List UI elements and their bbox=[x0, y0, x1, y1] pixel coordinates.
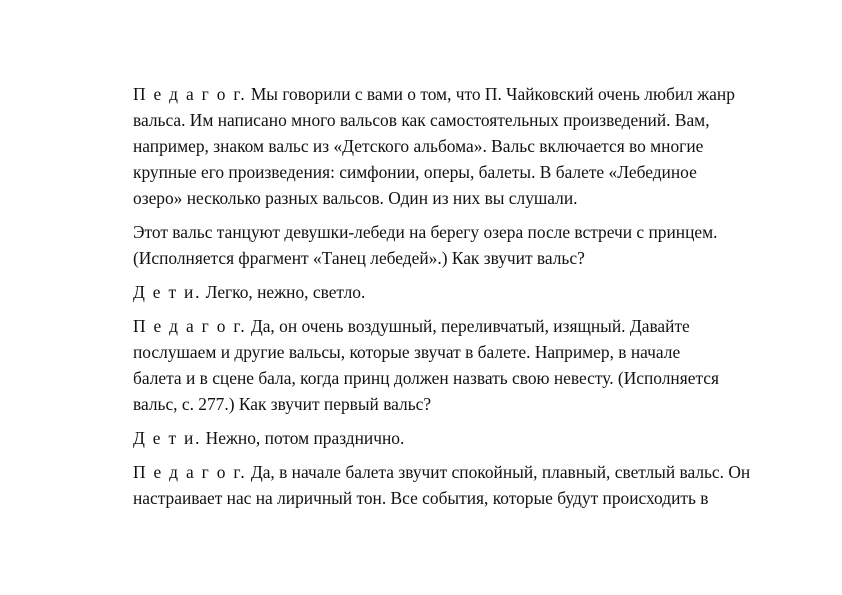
paragraph-line: озеро» несколько разных вальсов. Один из них вы слушали. bbox=[133, 188, 578, 208]
line-text: Да, в начале балета звучит спокойный, плавный, светлый вальс. Он bbox=[250, 462, 751, 482]
line-text: Мы говорили с вами о том, что П. Чайковский очень любил жанр bbox=[250, 84, 735, 104]
paragraph-line bbox=[133, 279, 753, 305]
paragraph-line bbox=[133, 313, 753, 339]
paragraph-3 bbox=[133, 279, 753, 305]
paragraph-2 bbox=[133, 219, 753, 271]
speaker-label: П е д а г о г. bbox=[133, 462, 247, 482]
paragraph-6 bbox=[133, 459, 753, 511]
paragraph-line: настраивает нас на лиричный тон. Все события, которые будут происходить в bbox=[133, 488, 709, 508]
document-text bbox=[133, 81, 753, 519]
paragraph-line bbox=[133, 459, 753, 485]
speaker-label: Д е т и. bbox=[133, 428, 202, 448]
paragraph-line: балета и в сцене бала, когда принц должен назвать свою невесту. (Исполняется bbox=[133, 368, 719, 388]
paragraph-line bbox=[133, 81, 753, 107]
paragraph-5 bbox=[133, 425, 753, 451]
speaker-label: П е д а г о г. bbox=[133, 84, 247, 104]
speaker-label: П е д а г о г. bbox=[133, 316, 247, 336]
paragraph-1 bbox=[133, 81, 753, 211]
paragraph-line bbox=[133, 425, 753, 451]
line-text: Нежно, потом празднично. bbox=[205, 428, 405, 448]
paragraph-line: например, знаком вальс из «Детского альбома». Вальс включается во многие bbox=[133, 136, 704, 156]
paragraph-line: крупные его произведения: симфонии, оперы, балеты. В балете «Лебединое bbox=[133, 162, 697, 182]
paragraph-line: послушаем и другие вальсы, которые звучат в балете. Например, в начале bbox=[133, 342, 681, 362]
paragraph-line: вальс, с. 277.) Как звучит первый вальс? bbox=[133, 394, 432, 414]
paragraph-4 bbox=[133, 313, 753, 417]
paragraph-line: Этот вальс танцуют девушки-лебеди на берегу озера после встречи с принцем. bbox=[133, 222, 718, 242]
line-text: Легко, нежно, светло. bbox=[205, 282, 366, 302]
speaker-label: Д е т и. bbox=[133, 282, 202, 302]
paragraph-line: (Исполняется фрагмент «Танец лебедей».) Как звучит вальс? bbox=[133, 248, 585, 268]
paragraph-line: вальса. Им написано много вальсов как самостоятельных произведений. Вам, bbox=[133, 110, 710, 130]
line-text: Да, он очень воздушный, переливчатый, изящный. Давайте bbox=[250, 316, 690, 336]
